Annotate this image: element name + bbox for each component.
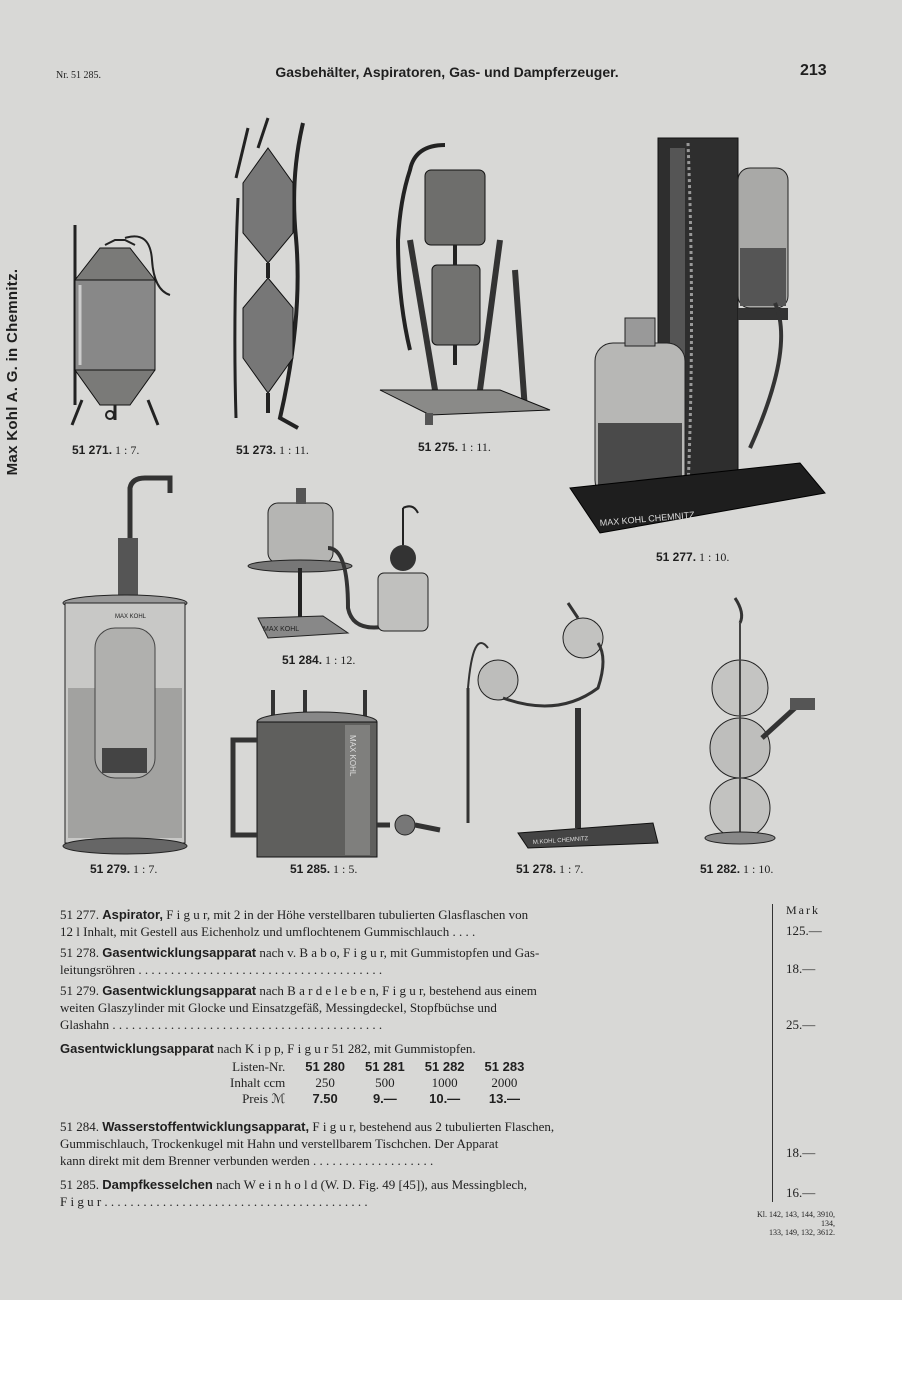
table-cell: 13.— bbox=[488, 1091, 520, 1106]
figure-caption bbox=[516, 862, 583, 877]
catalog-references bbox=[745, 1210, 835, 1237]
publisher-side-text: Max Kohl A. G. in Chemnitz. bbox=[4, 268, 21, 476]
figure-caption bbox=[290, 862, 357, 877]
table-cell: 51 283 bbox=[484, 1059, 525, 1074]
figure-scale: 1 : 11. bbox=[461, 440, 491, 454]
item-text: kann direkt mit dem Brenner verbunden werden . . . . . . . . . . . . . . . . . . . bbox=[60, 1153, 434, 1168]
table-cell: 1000 bbox=[431, 1075, 458, 1090]
engraved-maker-mark: MAX KOHL bbox=[263, 626, 300, 633]
item-number: 51 279. bbox=[60, 983, 99, 998]
table-cell: 7.50 bbox=[312, 1091, 338, 1106]
kipp-apparatus-illustration bbox=[700, 598, 830, 853]
item-text: leitungsröhren . . . . . . . . . . . . . . . . . . . . . . . . . . . . . . . . . . . . . . bbox=[60, 962, 383, 977]
figure-caption bbox=[90, 862, 157, 877]
table-row bbox=[220, 1091, 534, 1107]
figure-scale: 1 : 11. bbox=[279, 443, 309, 457]
table-row bbox=[220, 1075, 534, 1091]
engraved-maker-mark: MAX KOHL bbox=[115, 614, 147, 620]
aspirator-tank-illustration bbox=[60, 220, 180, 435]
item-number: 51 284. bbox=[60, 1119, 99, 1134]
figure-caption bbox=[656, 550, 729, 565]
header-item-number: Nr. 51 285. bbox=[56, 70, 101, 81]
item-price: 125.— bbox=[786, 923, 822, 938]
double-cone-aspirator-illustration bbox=[218, 118, 318, 433]
list-item bbox=[60, 982, 765, 1033]
table-cell: 2000 bbox=[491, 1075, 518, 1090]
item-title: Dampfkesselchen bbox=[102, 1177, 213, 1192]
figure-scale: 1 : 7. bbox=[133, 862, 158, 876]
item-title: Gasentwicklungsapparat bbox=[102, 945, 257, 960]
figure-number: 51 277. bbox=[656, 550, 697, 564]
figure-number: 51 282. bbox=[700, 862, 741, 876]
cylinder-gas-holder-illustration bbox=[370, 140, 550, 430]
table-row-label: Listen-Nr. bbox=[232, 1059, 286, 1074]
figure-scale: 1 : 7. bbox=[115, 443, 140, 457]
table-row bbox=[220, 1059, 534, 1075]
item-title: Gasentwicklungsapparat bbox=[102, 983, 257, 998]
kipp-entry bbox=[60, 1040, 765, 1057]
item-number: 51 285. bbox=[60, 1177, 99, 1192]
item-text: Gummischlauch, Trockenkugel mit Hahn und verstellbarem Tischchen. Der Apparat bbox=[60, 1136, 499, 1151]
item-text: F i g u r . . . . . . . . . . . . . . . . . . . . . . . . . . . . . . . . . . . . . . . . . bbox=[60, 1194, 368, 1209]
table-cell: 51 281 bbox=[365, 1059, 405, 1074]
figure-caption bbox=[700, 862, 773, 877]
hydrogen-apparatus-illustration bbox=[228, 488, 458, 648]
figure-number: 51 278. bbox=[516, 862, 557, 876]
glass-cylinder-apparatus-illustration bbox=[60, 478, 190, 858]
list-item bbox=[60, 944, 765, 978]
figure-caption bbox=[72, 443, 139, 458]
figure-number: 51 285. bbox=[290, 862, 331, 876]
item-text: F i g u r, mit 2 in der Höhe verstellbaren tubulierten Glasflaschen von bbox=[166, 907, 529, 922]
reference-line: 133, 149, 132, 3612. bbox=[769, 1228, 835, 1237]
table-cell: 51 280 bbox=[305, 1059, 345, 1074]
figure-scale: 1 : 10. bbox=[699, 550, 730, 564]
table-cell: 500 bbox=[375, 1075, 395, 1090]
engraved-maker-mark: M.KOHL CHEMNITZ bbox=[532, 836, 589, 846]
price-column-rule bbox=[772, 904, 773, 1202]
item-text: 12 l Inhalt, mit Gestell aus Eichenholz und umflochtenem Gummischlauch . . . . bbox=[60, 924, 476, 939]
item-text: nach K i p p, F i g u r 51 282, mit Gummistopfen. bbox=[217, 1041, 476, 1056]
item-price: 16.— bbox=[786, 1185, 816, 1200]
item-number: 51 277. bbox=[60, 907, 99, 922]
figure-number: 51 284. bbox=[282, 653, 323, 667]
figure-scale: 1 : 12. bbox=[325, 653, 356, 667]
table-cell: 10.— bbox=[429, 1091, 461, 1106]
figure-scale: 1 : 5. bbox=[333, 862, 358, 876]
list-item bbox=[60, 1118, 765, 1169]
item-text: Glashahn . . . . . . . . . . . . . . . . . . . . . . . . . . . . . . . . . . . . . . . . . . bbox=[60, 1017, 383, 1032]
figure-caption bbox=[418, 440, 491, 455]
item-title: Gasentwicklungsapparat bbox=[60, 1041, 214, 1056]
figure-number: 51 271. bbox=[72, 443, 113, 457]
item-price: 25.— bbox=[786, 1017, 816, 1032]
item-text: weiten Glaszylinder mit Glocke und Einsatzgefäß, Messingdeckel, Stopfbüchse und bbox=[60, 1000, 497, 1015]
figure-caption bbox=[282, 653, 355, 668]
table-cell: 250 bbox=[315, 1075, 335, 1090]
engraved-maker-mark: MAX KOHL bbox=[348, 735, 357, 777]
list-item bbox=[60, 1176, 765, 1210]
engraved-maker-mark: MAX KOHL CHEMNITZ bbox=[599, 509, 695, 528]
steam-boiler-illustration bbox=[225, 690, 450, 860]
table-row-label: Preis ℳ bbox=[242, 1091, 286, 1106]
item-text: nach v. B a b o, F i g u r, mit Gummistopfen und Gas- bbox=[259, 945, 540, 960]
babo-apparatus-illustration bbox=[458, 598, 663, 853]
reference-line: 134, bbox=[821, 1219, 835, 1228]
table-row-label: Inhalt ccm bbox=[230, 1075, 286, 1090]
page-title: Gasbehälter, Aspiratoren, Gas- und Dampferzeuger. bbox=[275, 64, 619, 80]
aspirator-tower-illustration bbox=[570, 118, 825, 543]
item-text: F i g u r, bestehend aus 2 tubulierten Flaschen, bbox=[312, 1119, 555, 1134]
kipp-price-table bbox=[220, 1059, 534, 1107]
figure-number: 51 273. bbox=[236, 443, 277, 457]
price-column-header: Mark bbox=[786, 903, 820, 917]
item-number: 51 278. bbox=[60, 945, 99, 960]
reference-line: Kl. 142, 143, 144, 3910, bbox=[757, 1210, 835, 1219]
item-text: nach B a r d e l e b e n, F i g u r, bestehend aus einem bbox=[259, 983, 537, 998]
item-title: Aspirator, bbox=[102, 907, 163, 922]
table-cell: 51 282 bbox=[424, 1059, 465, 1074]
figure-scale: 1 : 10. bbox=[743, 862, 774, 876]
item-price: 18.— bbox=[786, 961, 816, 976]
figure-number: 51 279. bbox=[90, 862, 131, 876]
item-title: Wasserstoffentwicklungsapparat, bbox=[102, 1119, 310, 1134]
item-text: nach W e i n h o l d (W. D. Fig. 49 [45]), aus Messingblech, bbox=[216, 1177, 528, 1192]
list-item bbox=[60, 906, 765, 940]
item-price: 18.— bbox=[786, 1145, 816, 1160]
page-number: 213 bbox=[800, 62, 827, 79]
figure-caption bbox=[236, 443, 309, 458]
table-cell: 9.— bbox=[372, 1091, 397, 1106]
figure-scale: 1 : 7. bbox=[559, 862, 584, 876]
figure-number: 51 275. bbox=[418, 440, 459, 454]
